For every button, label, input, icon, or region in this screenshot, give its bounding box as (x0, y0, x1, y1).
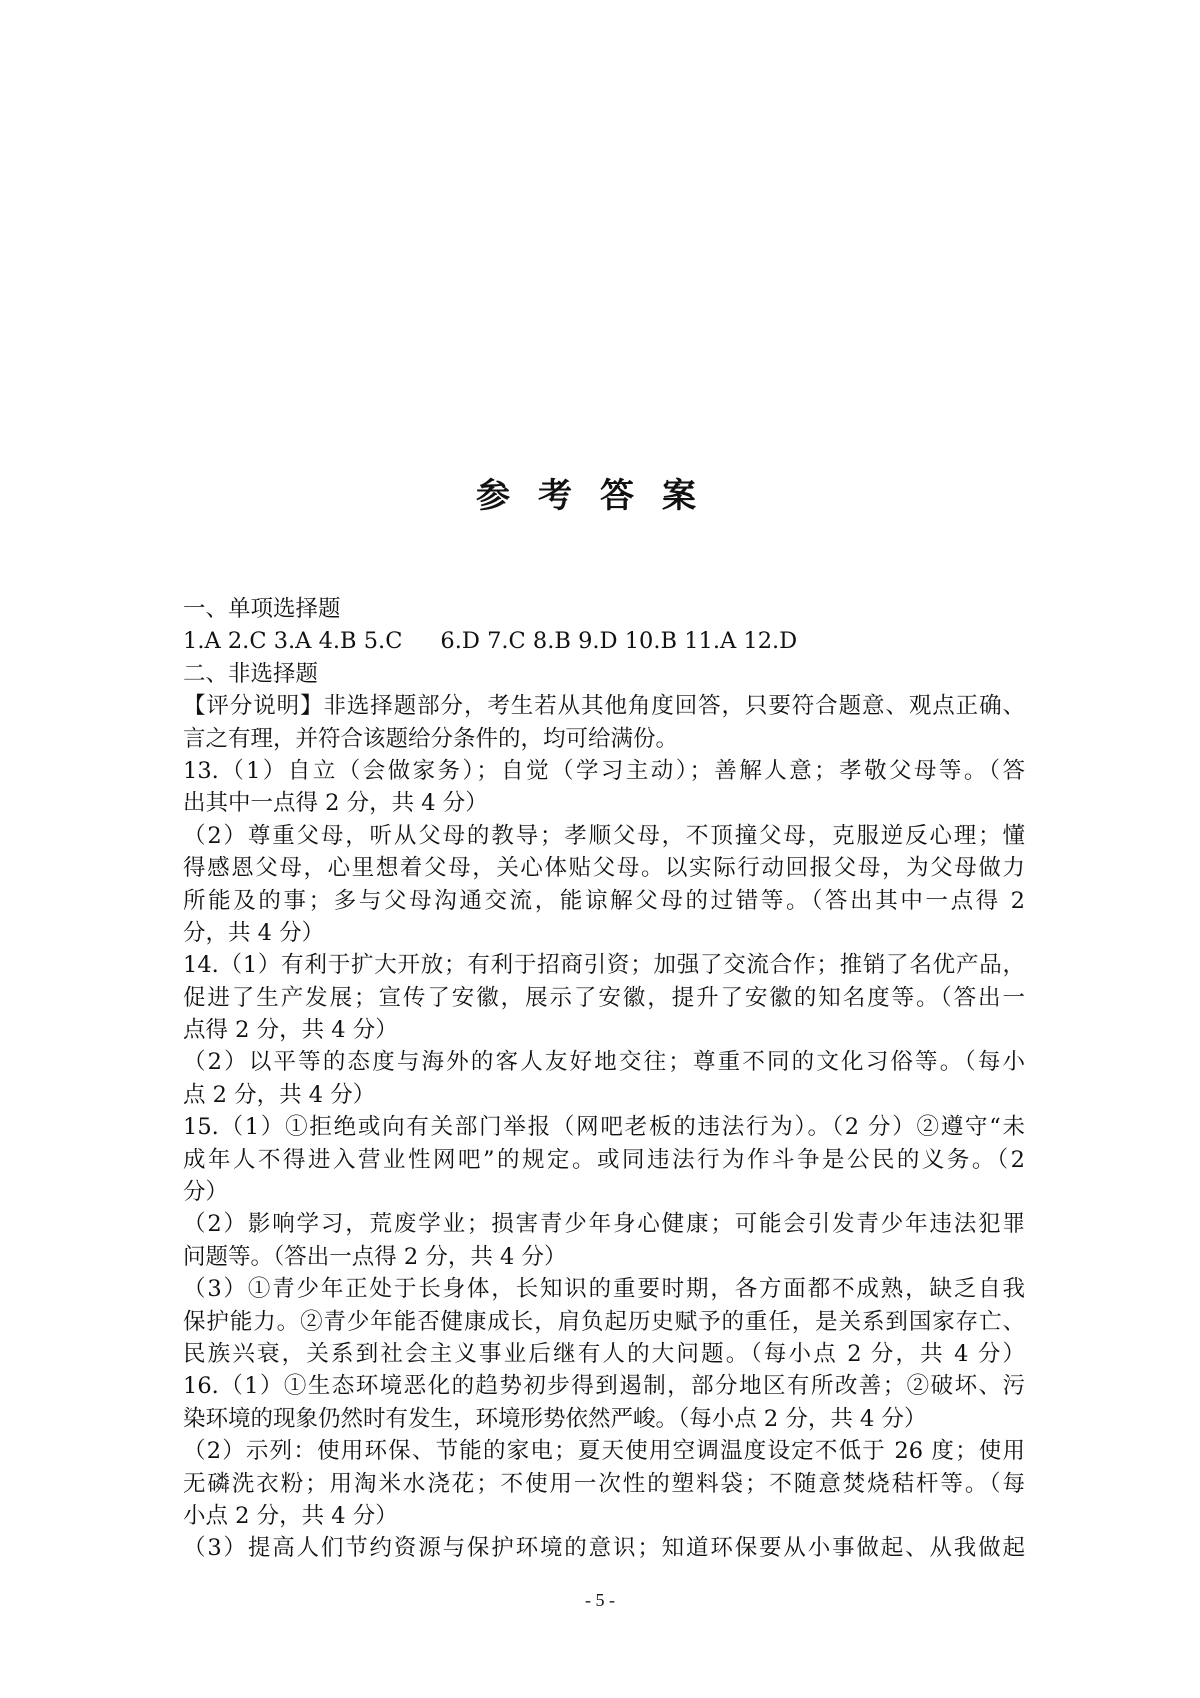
answer-line: （2）尊重父母，听从父母的教导；孝顺父母，不顶撞父母，克服逆反心理；懂 (183, 822, 1025, 849)
answer-line: 出其中一点得 2 分，共 4 分） (183, 790, 488, 817)
answer-line: 所能及的事；多与父母沟通交流，能谅解父母的过错等。（答出其中一点得 2 (183, 887, 1025, 914)
answer-line: （3）①青少年正处于长身体，长知识的重要时期，各方面都不成熟，缺乏自我 (183, 1276, 1025, 1303)
answer-line: 14.（1）有利于扩大开放；有利于招商引资；加强了交流合作；推销了名优产品， (183, 952, 1025, 979)
answer-line: 言之有理，并符合该题给分条件的，均可给满份。 (183, 725, 679, 752)
page-number: - 5 - (585, 1590, 615, 1610)
answer-line: （2）影响学习，荒废学业；损害青少年身心健康；可能会引发青少年违法犯罪 (183, 1211, 1025, 1238)
answer-line: 无磷洗衣粉；用淘米水浇花；不使用一次性的塑料袋；不随意焚烧秸杆等。（每 (183, 1470, 1025, 1497)
answer-line: （3）提高人们节约资源与保护环境的意识；知道环保要从小事做起、从我做起 (183, 1535, 1025, 1562)
section-heading-choice: 一、单项选择题 (183, 596, 341, 622)
answer-line: 【评分说明】非选择题部分，考生若从其他角度回答，只要符合题意、观点正确、 (183, 693, 1025, 720)
answer-line: 保护能力。②青少年能否健康成长，肩负起历史赋予的重任，是关系到国家存亡、 (183, 1308, 1025, 1335)
answer-line: 分，共 4 分） (183, 919, 325, 946)
answer-line: 16.（1）①生态环境恶化的趋势初步得到遏制，部分地区有所改善；②破坏、污 (183, 1373, 1025, 1400)
answer-line: 染环境的现象仍然时有发生，环境形势依然严峻。（每小点 2 分，共 4 分） (183, 1405, 927, 1432)
section-heading-nonchoice: 二、非选择题 (183, 660, 319, 687)
page-title: 参考答案 (476, 476, 724, 516)
choice-answers-6-12: 6.D 7.C 8.B 9.D 10.B 11.A 12.D (440, 628, 798, 655)
choice-answers-1-5: 1.A 2.C 3.A 4.B 5.C (183, 628, 403, 655)
answer-line: 得感恩父母，心里想着父母，关心体贴父母。以实际行动回报父母，为父母做力 (183, 855, 1025, 882)
choice-answers-line (183, 625, 1025, 657)
answer-line: （2）以平等的态度与海外的客人友好地交往；尊重不同的文化习俗等。（每小 (183, 1049, 1025, 1076)
answer-line: 点 2 分，共 4 分） (183, 1081, 376, 1108)
answer-line: 13.（1）自立（会做家务）；自觉（学习主动）；善解人意；孝敬父母等。（答 (183, 757, 1025, 784)
answer-line: 15.（1）①拒绝或向有关部门举报（网吧老板的违法行为）。（2 分）②遵守“未 (183, 1114, 1025, 1141)
answer-line: 成年人不得进入营业性网吧”的规定。或同违法行为作斗争是公民的义务。（2 (183, 1146, 1025, 1173)
answer-line: 小点 2 分，共 4 分） (183, 1502, 398, 1529)
answer-line: 分） (183, 1179, 229, 1206)
answer-body (183, 593, 1025, 1565)
answer-line: 民族兴衰，关系到社会主义事业后继有人的大问题。（每小点 2 分，共 4 分） (183, 1340, 1025, 1367)
answer-line: 问题等。（答出一点得 2 分，共 4 分） (183, 1243, 567, 1270)
answer-line: 点得 2 分，共 4 分） (183, 1017, 398, 1044)
answer-line: 促进了生产发展；宣传了安徽，展示了安徽，提升了安徽的知名度等。（答出一 (183, 984, 1025, 1011)
answer-line: （2）示列：使用环保、节能的家电；夏天使用空调温度设定不低于 26 度；使用 (183, 1438, 1025, 1465)
